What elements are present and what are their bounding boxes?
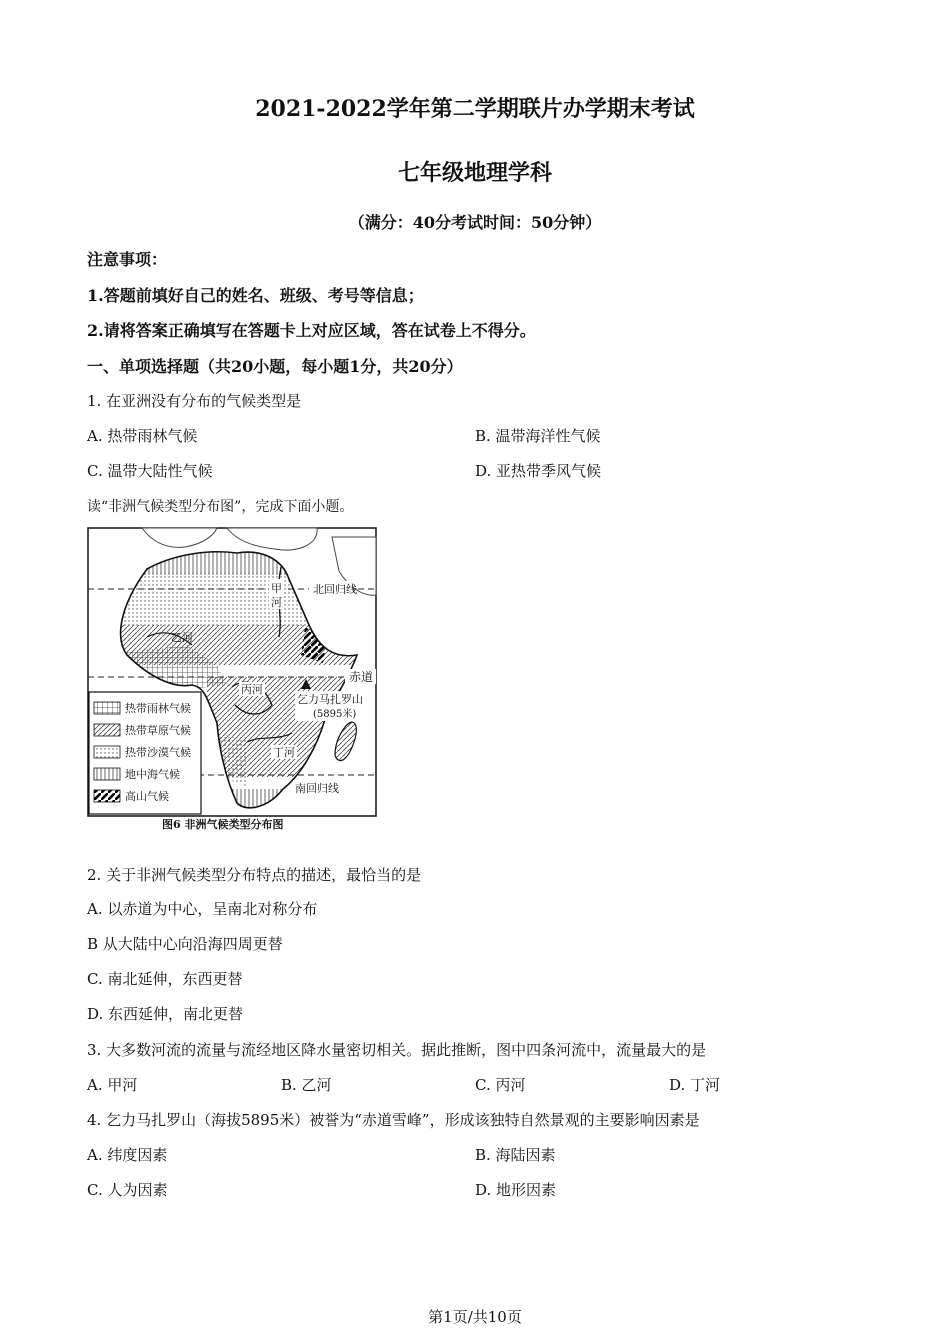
map-intro: 读“非洲气候类型分布图”，完成下面小题。 [87, 499, 354, 515]
q3-stem: 3. 大多数河流的流量与流经地区降水量密切相关。据此推断，图中四条河流中，流量最大的是 [87, 1041, 707, 1059]
legend-swatch-savanna [94, 724, 120, 736]
q4-stem: 4. 乞力马扎罗山（海拔5895米）被誉为“赤道雪峰”，形成该独特自然景观的主要影响因素是 [87, 1111, 700, 1129]
legend-label-desert: 热带沙漠气候 [125, 746, 191, 759]
notice-item-2: 2.请将答案正确填写在答题卡上对应区域，答在试卷上不得分。 [87, 321, 536, 340]
legend-swatch-highland [94, 790, 120, 802]
q2-option-d: D. 东西延伸，南北更替 [87, 1005, 244, 1023]
q4-option-c: C. 人为因素 [87, 1181, 168, 1199]
q1-option-b: B. 温带海洋性气候 [475, 427, 601, 445]
q1-stem: 1. 在亚洲没有分布的气候类型是 [87, 392, 302, 410]
map-caption: 图6 非洲气候类型分布图 [162, 818, 284, 831]
map-legend [89, 692, 201, 814]
africa-map-figure [87, 527, 377, 817]
q3-option-d: D. 丁河 [669, 1076, 721, 1094]
q1-option-a: A. 热带雨林气候 [87, 427, 198, 445]
legend-label-mediterranean: 地中海气候 [125, 768, 180, 781]
africa-climate-map [87, 527, 377, 817]
q2-option-a: A. 以赤道为中心，呈南北对称分布 [87, 900, 318, 918]
q3-option-b: B. 乙河 [281, 1076, 332, 1094]
south-tropic-label: 南回归线 [295, 782, 339, 795]
q2-option-c: C. 南北延伸，东西更替 [87, 970, 243, 988]
q3-option-c: C. 丙河 [475, 1076, 526, 1094]
q3-option-a: A. 甲河 [87, 1076, 138, 1094]
legend-label-highland: 高山气候 [125, 790, 169, 803]
exam-title: 2021-2022学年第二学期联片办学期末考试 [255, 96, 695, 122]
q1-option-d: D. 亚热带季风气候 [475, 462, 602, 480]
exam-subtitle: 七年级地理学科 [397, 160, 552, 186]
q4-option-b: B. 海陆因素 [475, 1146, 556, 1164]
legend-swatch-rainforest [94, 702, 120, 714]
q2-stem: 2. 关于非洲气候类型分布特点的描述，最恰当的是 [87, 866, 422, 884]
section-heading: 一、单项选择题（共20小题，每小题1分，共20分） [87, 357, 463, 376]
score-info: （满分：40分考试时间：50分钟） [348, 213, 602, 232]
equator-label: 赤道 [349, 670, 374, 684]
river-ding-label: 丁河 [273, 746, 295, 759]
mountain-height-label: (5895米) [313, 709, 357, 720]
river-jia-label: 甲 [271, 582, 282, 595]
north-tropic-label: 北回归线 [313, 583, 357, 596]
river-yi-label: 乙河 [171, 631, 193, 644]
river-bing-label: 丙河 [241, 683, 263, 696]
notice-heading: 注意事项： [87, 250, 168, 269]
q1-option-c: C. 温带大陆性气候 [87, 462, 213, 480]
q4-option-a: A. 纬度因素 [87, 1146, 168, 1164]
mountain-label: 乞力马扎罗山 [297, 693, 363, 706]
q4-option-d: D. 地形因素 [475, 1181, 557, 1199]
notice-item-1: 1.答题前填好自己的姓名、班级、考号等信息； [87, 286, 424, 305]
legend-swatch-mediterranean [94, 768, 120, 780]
legend-label-savanna: 热带草原气候 [125, 724, 191, 737]
river-jia-label-2: 河 [271, 596, 282, 609]
q2-option-b: B 从大陆中心向沿海四周更替 [87, 935, 283, 953]
legend-swatch-desert [94, 746, 120, 758]
page-footer: 第1页/共10页 [428, 1308, 522, 1326]
legend-label-rainforest: 热带雨林气候 [125, 702, 191, 715]
